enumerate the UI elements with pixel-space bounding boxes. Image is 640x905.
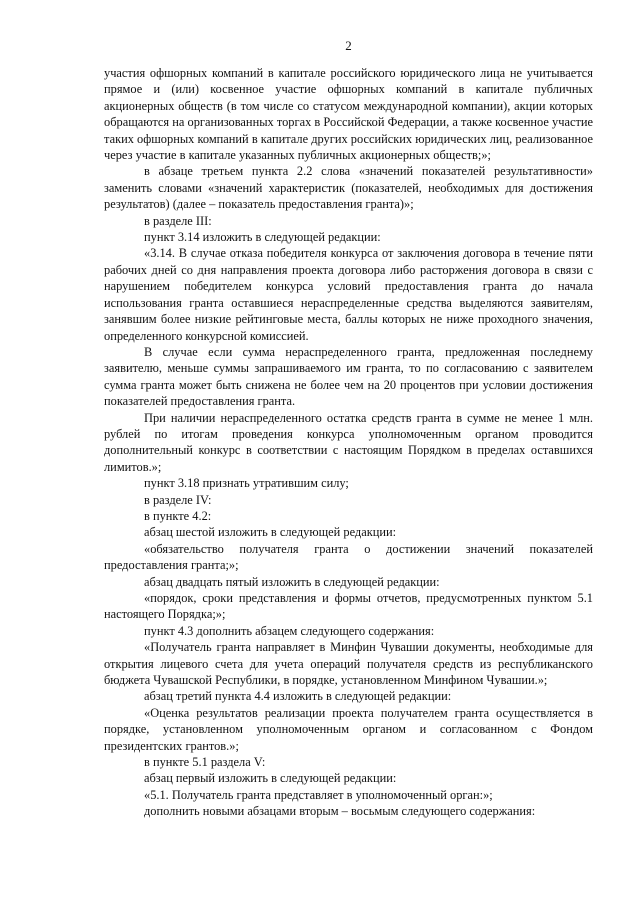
paragraph: «3.14. В случае отказа победителя конкурса от заключения договора в течение пяти рабочих дней со дня направления проекта договора либо расторжения договора в связи с нарушением победителем конкурса условий предоставления гранта до начала использования гранта оставшиеся нераспределенные средства выделяются заявителям, занявшим более низкие рейтинговые места, баллы которых не ниже проходного значения, определенного конкурсной комиссией. bbox=[104, 246, 593, 343]
document-body bbox=[104, 65, 593, 820]
paragraph: в пункте 4.2: bbox=[144, 508, 212, 523]
paragraph: в абзаце третьем пункта 2.2 слова «значений показателей результативности» заменить словами «значений характеристик (показателей, необходимых для достижения результатов) (далее – показатель предоставления гранта)»; bbox=[104, 164, 593, 212]
paragraph: в пункте 5.1 раздела V: bbox=[144, 755, 266, 770]
paragraph: пункт 3.18 признать утратившим силу; bbox=[144, 476, 349, 491]
paragraph: «порядок, сроки представления и формы отчетов, предусмотренных пунктом 5.1 настоящего Порядка;»; bbox=[104, 591, 593, 622]
paragraph: «Получатель гранта направляет в Минфин Чувашии документы, необходимые для открытия лицевого счета для учета операций получателя средств из республиканского бюджета Чувашской Республики, в порядке, установленном Минфином Чувашии.»; bbox=[104, 640, 593, 688]
paragraph: В случае если сумма нераспределенного гранта, предложенная последнему заявителю, меньше суммы запрашиваемого им гранта, то по согласованию с заявителем сумма гранта может быть снижена не более чем на 20 процентов при условии достижения показателей предоставления гранта. bbox=[104, 344, 593, 409]
paragraph: абзац первый изложить в следующей редакции: bbox=[144, 771, 397, 786]
paragraph: в разделе IV: bbox=[144, 492, 212, 507]
paragraph: «обязательство получателя гранта о достижении значений показателей предоставления гранта;»; bbox=[104, 541, 593, 573]
paragraph: «Оценка результатов реализации проекта получателем гранта осуществляется в порядке, установленном уполномоченным органом и согласованном с Фондом президентских грантов.»; bbox=[104, 705, 593, 753]
paragraph: абзац двадцать пятый изложить в следующей редакции: bbox=[144, 574, 440, 589]
paragraph: «5.1. Получатель гранта представляет в уполномоченный орган:»; bbox=[144, 787, 493, 802]
page-number: 2 bbox=[345, 38, 352, 53]
paragraph: в разделе III: bbox=[144, 213, 212, 228]
paragraph: пункт 3.14 изложить в следующей редакции: bbox=[144, 230, 381, 245]
paragraph: абзац шестой изложить в следующей редакции: bbox=[144, 525, 397, 540]
paragraph: пункт 4.3 дополнить абзацем следующего содержания: bbox=[144, 623, 435, 638]
paragraph: абзац третий пункта 4.4 изложить в следующей редакции: bbox=[144, 689, 452, 704]
paragraph: участия офшорных компаний в капитале российского юридического лица не учитывается прямое и (или) косвенное участие офшорных компаний в капитале публичных акционерных обществ (в том числе со статусом международной компании), акции которых обращаются на организованных торгах в Российской Федерации, а также косвенное участие таких офшорных компаний в капитале других российских юридических лиц, реализованное через участие в капитале указанных публичных акционерных обществ;»; bbox=[104, 66, 593, 163]
paragraph: При наличии нераспределенного остатка средств гранта в сумме не менее 1 млн. рублей по итогам проведения конкурса уполномоченным органом проводится дополнительный конкурс в соответствии с настоящим Порядком в пределах оставшихся лимитов.»; bbox=[104, 410, 593, 474]
paragraph: дополнить новыми абзацами вторым – восьмым следующего содержания: bbox=[144, 804, 536, 819]
